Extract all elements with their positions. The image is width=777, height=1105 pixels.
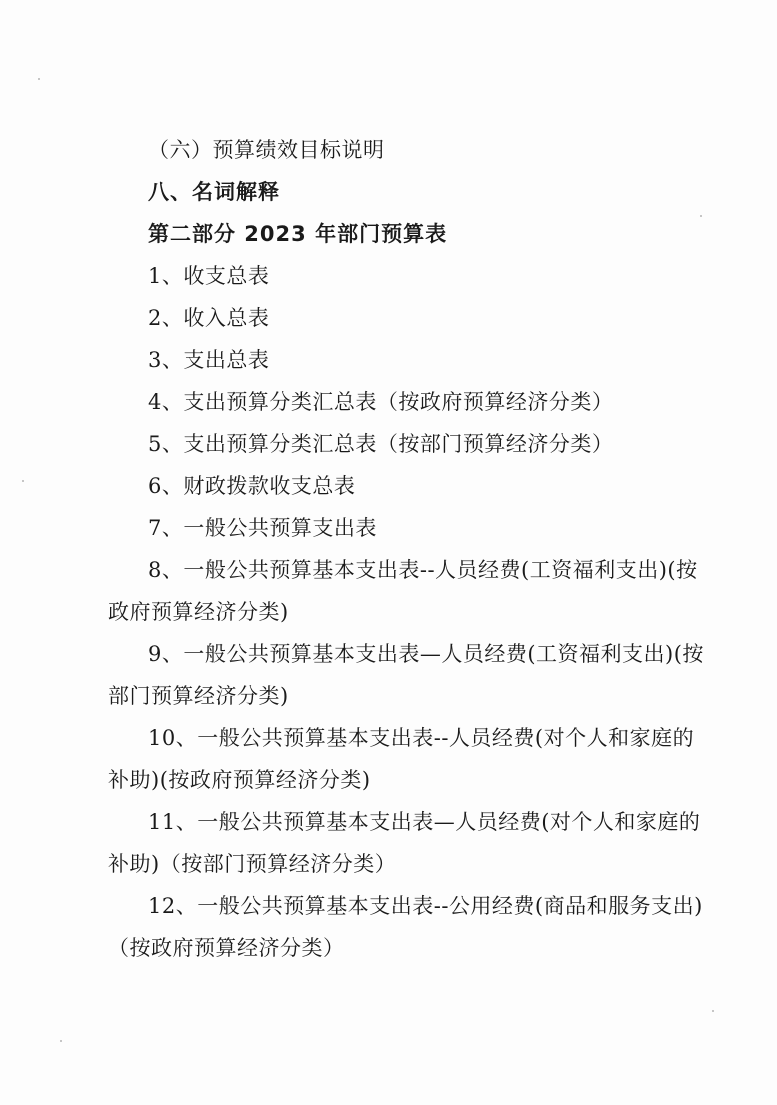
scan-speck [60,1040,62,1042]
list-item-continuation: 部门预算经济分类) [108,684,289,708]
list-item-continuation: （按政府预算经济分类） [108,936,345,960]
list-item: 3、支出总表 [148,348,270,372]
list-item: 12、一般公共预算基本支出表--公用经费(商品和服务支出) [148,894,703,918]
list-item: 4、支出预算分类汇总表（按政府预算经济分类） [148,390,614,414]
scan-speck [38,78,40,80]
list-item-continuation: 政府预算经济分类) [108,600,289,624]
section-8-heading: 八、名词解释 [148,180,280,204]
list-item: 9、一般公共预算基本支出表—人员经费(工资福利支出)(按 [148,642,704,666]
list-item: 5、支出预算分类汇总表（按部门预算经济分类） [148,432,614,456]
list-item: 7、一般公共预算支出表 [148,516,377,540]
list-item: 1、收支总表 [148,264,270,288]
scan-speck [700,215,702,217]
list-item-continuation: 补助)(按政府预算经济分类) [108,768,371,792]
section-6-heading: （六）预算绩效目标说明 [148,138,385,162]
list-item: 2、收入总表 [148,306,270,330]
list-item: 6、财政拨款收支总表 [148,474,356,498]
scan-speck [712,1010,714,1012]
scan-speck [22,480,24,482]
list-item: 10、一般公共预算基本支出表--人员经费(对个人和家庭的 [148,726,695,750]
part-2-heading: 第二部分 2023 年部门预算表 [148,222,448,246]
list-item: 8、一般公共预算基本支出表--人员经费(工资福利支出)(按 [148,558,698,582]
list-item: 11、一般公共预算基本支出表—人员经费(对个人和家庭的 [148,810,701,834]
list-item-continuation: 补助)（按部门预算经济分类） [108,852,397,876]
